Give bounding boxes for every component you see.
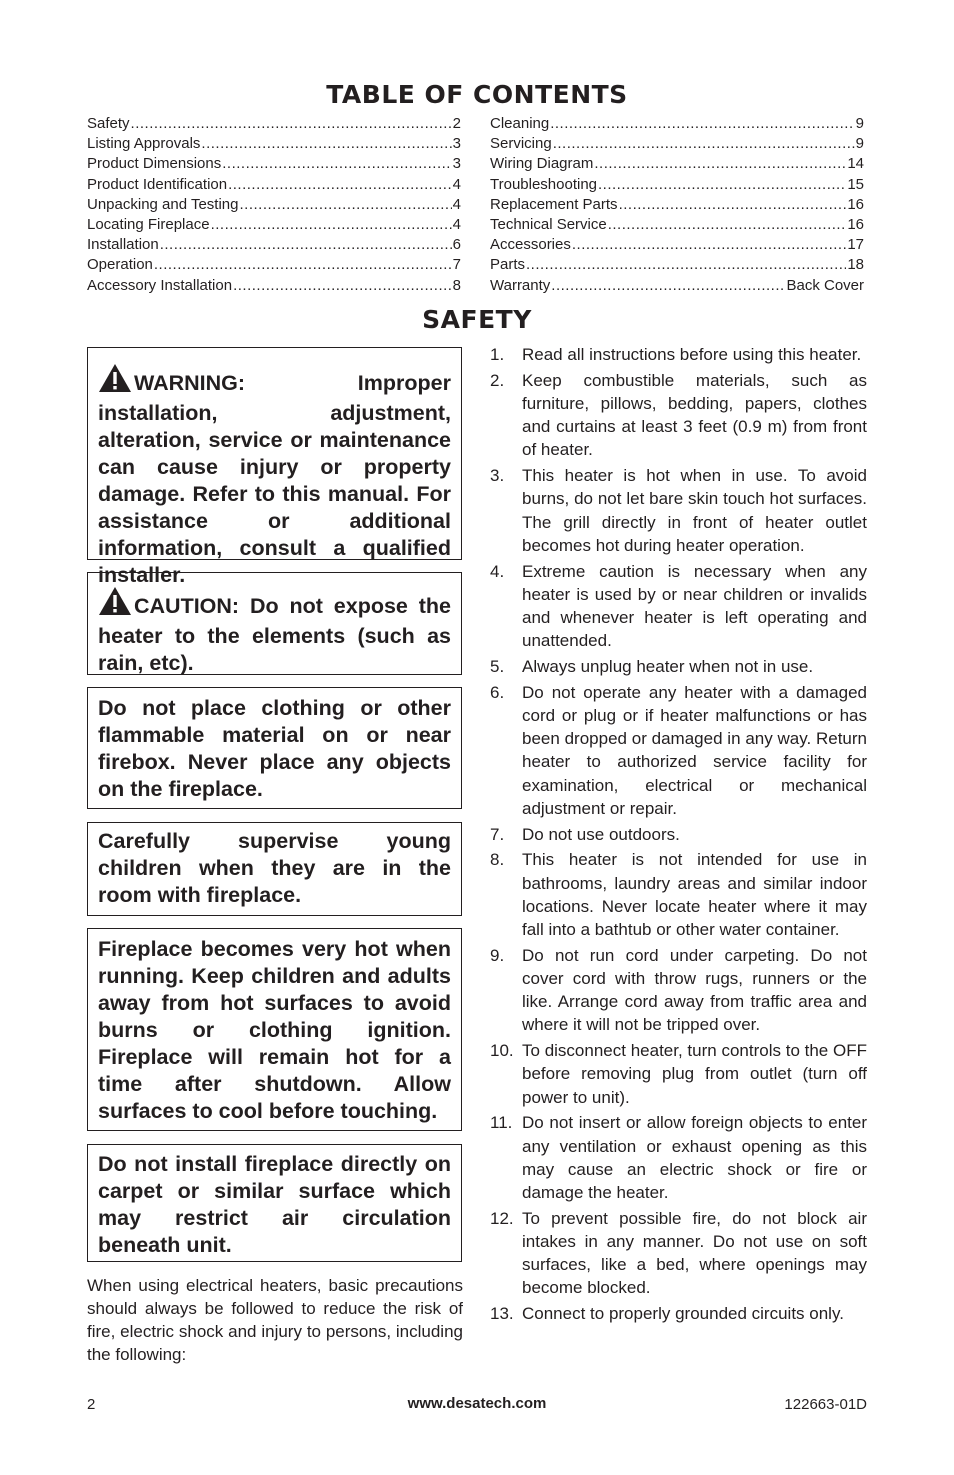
footer-url: www.desatech.com [407,1395,547,1412]
item-text: This heater is not intended for use in bathrooms, laundry areas and similar indoor locations. Never locate heater where it may fall into a bathtub or other water container. [522,850,867,940]
item-number: 6. [490,682,505,702]
toc-entry [87,215,461,235]
toc-entry-label: Locating Fireplace [87,215,210,233]
toc-entry-page: 16 [847,195,864,213]
item-text: Do not run cord under carpeting. Do not cover cord with throw rugs, runners or the like. Arrange cord away from traffic area and where it will not be tripped over. [522,945,867,1035]
item-text: Extreme caution is necessary when any heater is used by or near children or invalids and whenever heater is left operating and unattended. [522,561,867,651]
safety-instruction-item [490,464,867,557]
item-number: 9. [490,945,505,965]
toc-entry [87,175,461,195]
toc-leader-dots [526,255,846,275]
toc-entry-label: Safety [87,115,130,132]
toc-leader-dots [572,235,846,255]
safety-title: SAFETY [422,305,532,334]
toc-entry [87,134,461,154]
toc-entry-label: Product Dimensions [87,155,222,173]
toc-entry-page: 14 [847,155,864,173]
safety-instruction-item [490,369,867,462]
toc-entry-page: 8 [452,276,461,294]
safety-instruction-item [490,1302,867,1325]
children-box [87,822,462,916]
toc-entry-label: Accessories [490,236,571,254]
toc-entry-label: Accessory Installation [87,276,233,294]
toc-title: TABLE OF CONTENTS [326,80,628,109]
item-number: 7. [490,824,505,844]
carpet-box [87,1144,462,1262]
safety-instruction-item [490,655,867,678]
toc-entry [87,235,461,255]
doc-code: 122663-01D [784,1396,867,1413]
item-text: To disconnect heater, turn controls to the OFF before removing plug from outlet (turn off power to unit). [522,1041,867,1107]
toc-leader-dots [131,114,452,134]
toc-entry-page: 4 [452,195,461,213]
item-number: 13. [490,1304,514,1324]
toc-entry-label: Warranty [490,276,551,294]
item-number: 10. [490,1041,514,1061]
toc-entry-page: 4 [452,175,461,193]
toc-entry [490,276,864,296]
item-text: Read all instructions before using this heater. [522,345,862,364]
toc-entry [87,195,461,215]
item-text: Keep combustible materials, such as furniture, pillows, bedding, papers, clothes and curtains at least 3 feet (0.9 m) from front of heater. [522,370,867,460]
toc-leader-dots [550,114,854,134]
toc-entry-page: 17 [847,236,864,254]
warning-triangle-icon [98,363,132,400]
item-text: This heater is hot when in use. To avoid burns, do not let bare skin touch hot surfaces. The grill directly in front of heater outlet becomes hot during heater operation. [522,466,867,555]
safety-instruction-item [490,1039,867,1109]
toc-entry [490,154,864,174]
toc-entry-page: 4 [452,215,461,233]
safety-instruction-item [490,823,867,846]
item-number: 2. [490,370,505,390]
toc-right-column [490,114,864,296]
safety-instructions-list [490,343,867,1328]
safety-instruction-item [490,343,867,366]
item-number: 3. [490,466,505,486]
toc-entry-label: Cleaning [490,115,550,132]
toc-entry-label: Unpacking and Testing [87,195,239,213]
toc-entry-page: 9 [855,135,864,153]
clothing-text: Do not place clothing or other flammable material on or near firebox. Never place any objects on the fireplace. [98,696,451,801]
toc-entry-label: Servicing [490,135,552,153]
warning-box [87,347,462,587]
item-number: 11. [490,1113,513,1133]
item-text: Do not use outdoors. [522,824,680,844]
toc-entry-page: 3 [452,135,461,153]
toc-entry-page: 9 [855,115,864,132]
toc-entry-label: Operation [87,256,153,274]
toc-leader-dots [553,134,855,154]
safety-instruction-item [490,944,867,1037]
toc-leader-dots [608,215,847,235]
page-number: 2 [87,1396,96,1413]
toc-entry-label: Installation [87,236,159,254]
safety-instruction-item [490,1207,867,1300]
toc-entry-label: Technical Service [490,215,607,233]
item-number: 8. [490,850,505,870]
hot-surface-text: Fireplace becomes very hot when running. Keep children and adults away from hot surfaces to avoid burns or clothing ignition. Fireplace will remain hot for a time after shutdown. Allow surfaces to cool before touching. [98,937,451,1123]
item-text: To prevent possible fire, do not block air intakes in any manner. Do not use on soft surfaces, like a bed, where openings may become blocked. [522,1208,867,1298]
warning-text: WARNING: Improper installation, adjustment, alteration, service or maintenance can cause injury or property damage. Refer to this manual. For assistance or additional information, consult a qualified installer. [98,371,451,587]
toc-entry [490,134,864,154]
item-text: Do not insert or allow foreign objects to enter any ventilation or exhaust opening as this may cause an electric shock or fire or damage the heater. [522,1113,867,1203]
caution-triangle-icon [98,586,132,623]
toc-entry [87,154,461,174]
item-number: 4. [490,561,505,581]
clothing-box [87,687,462,809]
toc-leader-dots [154,255,452,275]
toc-leader-dots [240,195,452,215]
toc-leader-dots [228,175,452,195]
toc-entry-page: Back Cover [786,276,864,294]
toc-leader-dots [222,154,451,174]
toc-entry [490,215,864,235]
item-text: Always unplug heater when not in use. [522,657,814,677]
toc-entry [87,276,461,296]
toc-leader-dots [619,195,847,215]
toc-leader-dots [211,215,452,235]
toc-entry-label: Replacement Parts [490,195,618,213]
toc-entry [490,195,864,215]
toc-leader-dots [598,175,846,195]
toc-leader-dots [233,276,452,296]
caution-text: CAUTION: Do not expose the heater to the elements (such as rain, etc). [98,594,451,675]
carpet-text: Do not install fireplace directly on carpet or similar surface which may restrict air circulation beneath unit. [98,1152,451,1257]
toc-entry-page: 2 [452,115,461,132]
toc-entry [87,255,461,275]
toc-entry [490,255,864,275]
safety-instruction-item [490,1111,867,1204]
item-text: Do not operate any heater with a damaged cord or plug or if heater malfunctions or has been dropped or damaged in any way. Return heater to authorized service facility for examination, electrical or mechanical adjustment or repair. [522,682,867,818]
toc-entry-label: Product Identification [87,175,228,193]
item-number: 1. [490,345,505,364]
toc-leader-dots [551,276,785,296]
toc-entry [490,114,864,134]
toc-leader-dots [160,235,452,255]
toc-entry [490,235,864,255]
toc-entry-page: 3 [452,155,461,173]
item-number: 12. [490,1208,514,1228]
safety-intro: When using electrical heaters, basic precautions should always be followed to reduce the risk of fire, electric shock and injury to persons, including the following: [87,1276,463,1364]
safety-instruction-item [490,848,867,941]
toc-entry-label: Parts [490,256,526,274]
toc-entry-page: 15 [847,175,864,193]
item-number: 5. [490,657,505,677]
toc-entry-page: 7 [452,256,461,274]
safety-instruction-item [490,681,867,820]
toc-entry-label: Wiring Diagram [490,155,594,173]
hot-surface-box [87,928,462,1131]
item-text: Connect to properly grounded circuits only. [522,1304,844,1324]
toc-entry-page: 6 [452,236,461,254]
toc-entry-page: 16 [847,215,864,233]
toc-entry-label: Troubleshooting [490,175,598,193]
toc-entry [87,114,461,134]
toc-leader-dots [201,134,451,154]
toc-entry-label: Listing Approvals [87,135,201,153]
toc-entry [490,175,864,195]
children-text: Carefully supervise young children when they are in the room with fireplace. [98,829,451,907]
toc-left-column [87,114,461,296]
caution-box [87,572,462,675]
safety-instruction-item [490,560,867,653]
toc-leader-dots [594,154,846,174]
toc-entry-page: 18 [847,256,864,274]
